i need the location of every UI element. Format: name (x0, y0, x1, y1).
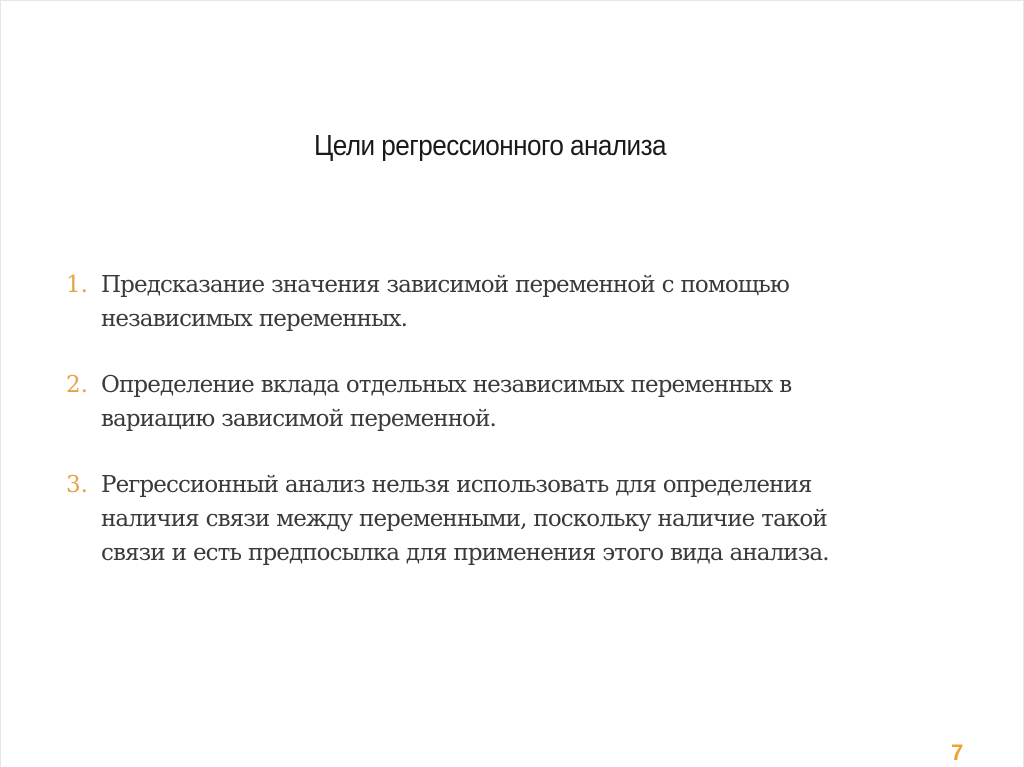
list-item-number: 3. (66, 472, 88, 498)
list-item-line: вариацию зависимой переменной. (101, 406, 496, 432)
slide-title: Цели регрессионного анализа (313, 130, 667, 162)
list-item-number: 2. (66, 372, 88, 398)
list-item-line: Определение вклада отдельных независимых переменных в (101, 372, 792, 398)
list-item (66, 368, 946, 436)
list-item-line: независимых переменных. (101, 306, 407, 332)
goals-list (66, 268, 946, 602)
list-item-number: 1. (66, 272, 88, 298)
list-item (66, 468, 946, 570)
list-item-line: наличия связи между переменными, поскольку наличие такой (101, 506, 827, 532)
list-item-line: Предсказание значения зависимой переменной с помощью (101, 272, 790, 298)
slide-border-top (0, 0, 1024, 1)
list-item (66, 268, 946, 336)
slide-border-left (0, 0, 1, 767)
page-number: 7 (951, 740, 964, 765)
list-item-line: связи и есть предпосылка для применения этого вида анализа. (101, 540, 829, 566)
list-item-line: Регрессионный анализ нельзя использовать для определения (101, 472, 812, 498)
